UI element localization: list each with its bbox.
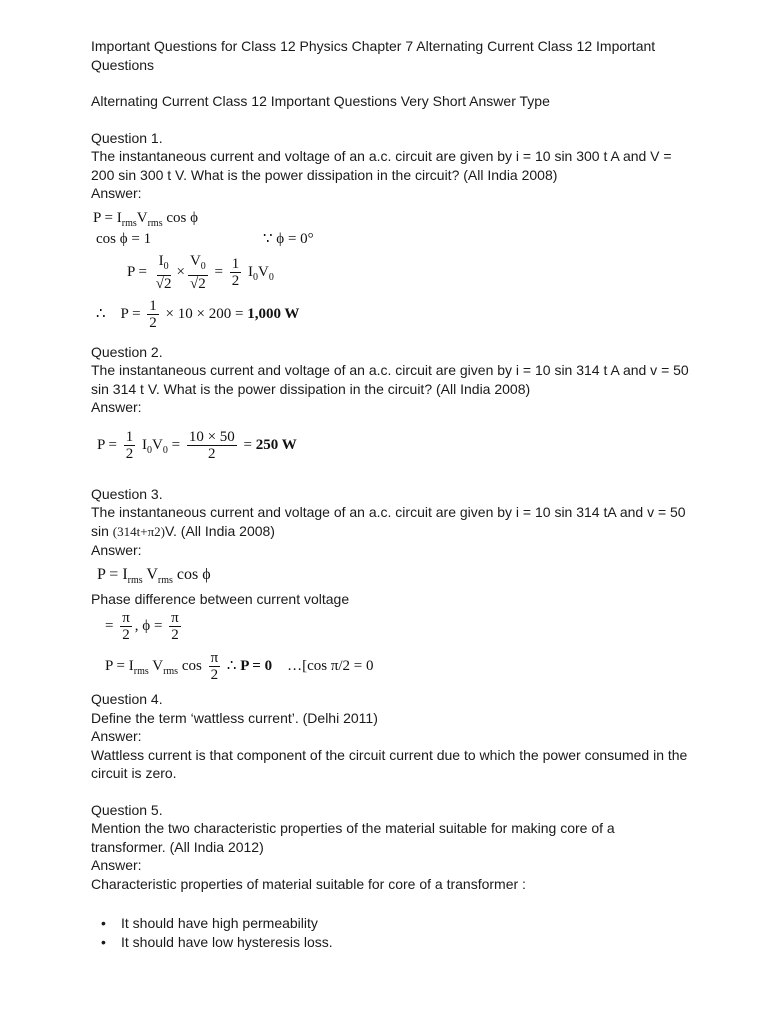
question-2-text: The instantaneous current and voltage of an a.c. circuit are given by i = 10 sin 314 t A and v = 50 sin 314 t V. What is the power dissipation in the circuit? (All India 2008) bbox=[91, 362, 689, 397]
question-4-answer: Wattless current is that component of the circuit current due to which the power consumed in the circuit is zero. bbox=[91, 746, 688, 781]
question-3-power-formula-image: $P = I_{rms}$ $V_{rms}$ cos ϕ bbox=[97, 565, 211, 586]
page-title: Important Questions for Class 12 Physics Chapter 7 Alternating Current Class 12 Important Questions bbox=[91, 38, 656, 73]
question-2-answer-label: Answer: bbox=[91, 399, 142, 415]
question-5-answer-intro: Characteristic properties of material suitable for core of a transformer : bbox=[91, 875, 526, 892]
question-3-text bbox=[91, 503, 691, 541]
document-page bbox=[91, 37, 691, 951]
question-5-bullet-list bbox=[91, 914, 691, 951]
question-2-heading: Question 2. bbox=[91, 343, 163, 360]
question-1-heading: Question 1. bbox=[91, 129, 163, 146]
list-item: • It should have low hysteresis loss. bbox=[91, 933, 691, 952]
question-3-phase-text: Phase difference between current voltage bbox=[91, 590, 350, 607]
question-4-text: Define the term ‘wattless current’. (Delhi 2011) bbox=[91, 709, 378, 726]
question-2-solution-image: P = $\frac{1}{2}$ $I_0V_0$ = $\frac{10 \times 50}{2}$ = 250 W bbox=[97, 428, 297, 462]
question-3-text-part1: The instantaneous current and voltage of an a.c. circuit are given by i = 10 sin 314 tA and v = 50 sin bbox=[91, 504, 686, 539]
question-4-heading: Question 4. bbox=[91, 691, 163, 707]
question-1-solution-image: $P = I_{rms}V_{rms}$ cos ϕ cos ϕ = 1 ∵ ϕ = 0° P = $\frac{I_0}{√2}$ × $\frac{V_0}{√2}$ = $\frac{1}{2}$ $I_0V_0$ ∴ P = $\frac{1}{2}$ × 10 × 200 = 1,000 W bbox=[93, 209, 314, 331]
question-1-text: The instantaneous current and voltage of an a.c. circuit are given by i = 10 sin 300 t A and V = 200 sin 300 t V. What is the power dissipation in the circuit? (All India 2008) bbox=[91, 148, 672, 183]
question-3-answer-label: Answer: bbox=[91, 542, 142, 558]
question-5-answer-label: Answer: bbox=[91, 857, 142, 873]
question-3-text-part2: V. (All India 2008) bbox=[164, 522, 275, 539]
question-5-heading: Question 5. bbox=[91, 801, 163, 818]
question-3-solution-image: = $\frac{\pi}{2}$ , ϕ = $\frac{\pi}{2}$ $P = I_{rms}$ $V_{rms}$ cos $\frac{\pi}{2}$ ∴ P = 0 …[cos π/2 = 0 bbox=[105, 610, 374, 683]
question-4-answer-label: Answer: bbox=[91, 728, 142, 744]
question-1-answer-label: Answer: bbox=[91, 185, 142, 201]
question-3-heading: Question 3. bbox=[91, 485, 163, 502]
list-item: • It should have high permeability bbox=[91, 914, 691, 933]
section-heading: Alternating Current Class 12 Important Questions Very Short Answer Type bbox=[91, 93, 550, 109]
question-3-phase-expression: (314t+π2) bbox=[112, 523, 165, 539]
question-5-text: Mention the two characteristic properties of the material suitable for making core of a transformer. (All India 2012) bbox=[91, 820, 615, 855]
